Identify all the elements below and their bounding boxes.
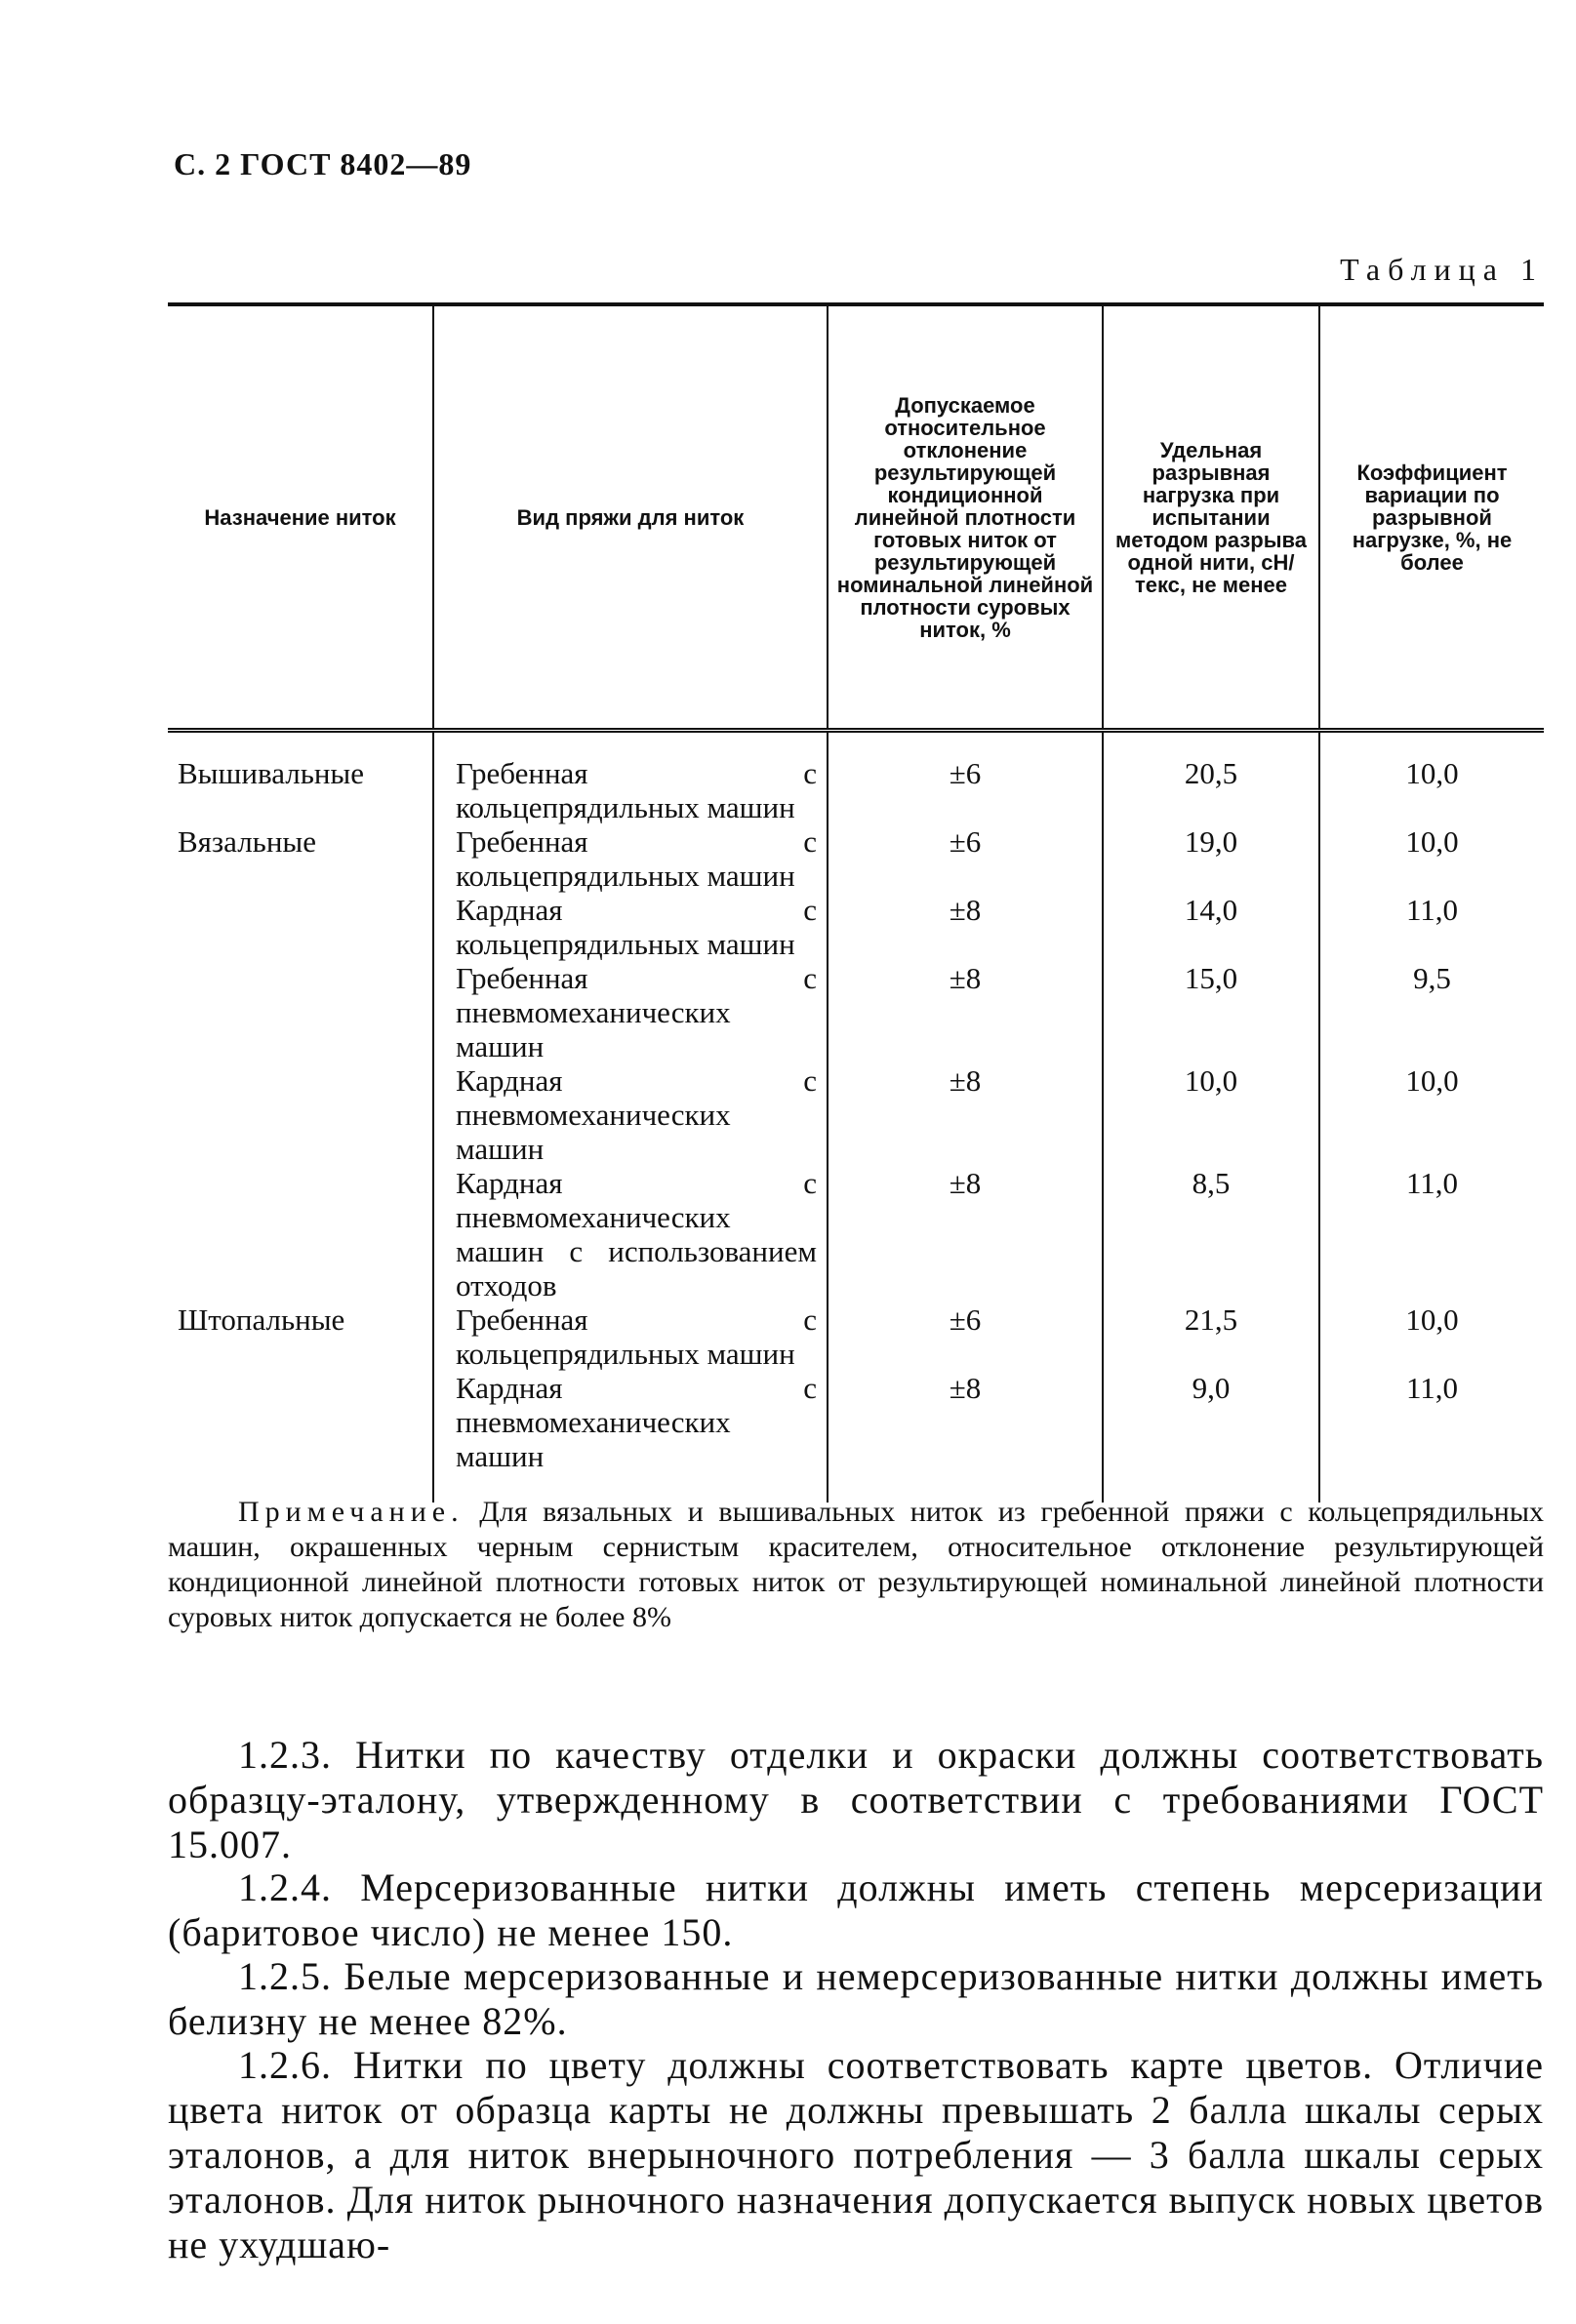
cell-variation: 10,0 (1319, 731, 1544, 825)
table-row (168, 961, 1544, 1063)
thread-properties-table (168, 302, 1544, 1503)
cell-purpose: Вышивальные (178, 756, 365, 790)
cell-yarn: Гребенная с кольцепрядильных машин (433, 1302, 828, 1371)
cell-breaking-load: 21,5 (1103, 1302, 1319, 1371)
table-caption: Таблица 1 (1340, 252, 1544, 287)
cell-purpose (168, 1166, 433, 1302)
cell-deviation: ±8 (828, 961, 1103, 1063)
table-row (168, 1063, 1544, 1166)
paragraph-1-2-6: 1.2.6. Нитки по цвету должны соответствовать карте цветов. Отличие цвета ниток от образца карты не должны превышать 2 балла шкалы серых эталонов, а для ниток внерыночного потребления — 3 балла шкалы серых эталонов. Для ниток рыночного назначения допускается выпуск новых цветов не ухудшаю- (168, 2043, 1544, 2266)
cell-yarn: Кардная с пневмомеханических машин с использованием отходов (433, 1166, 828, 1302)
table-note (168, 1495, 1544, 1635)
cell-deviation: ±8 (828, 893, 1103, 961)
table-header-row (168, 304, 1544, 731)
column-header-deviation: Допускаемое относительное отклонение результирующей кондиционной линейной плотности готовых ниток от результирующей номинальной линейной плотности суровых ниток, % (828, 304, 1103, 731)
cell-yarn: Гребенная с кольцепрядильных машин (433, 824, 828, 893)
cell-deviation: ±8 (828, 1371, 1103, 1503)
cell-purpose (168, 1371, 433, 1503)
cell-breaking-load: 15,0 (1103, 961, 1319, 1063)
cell-yarn: Гребенная с кольцепрядильных машин (433, 731, 828, 825)
cell-deviation: ±6 (828, 1302, 1103, 1371)
cell-breaking-load: 20,5 (1103, 731, 1319, 825)
cell-yarn: Кардная с пневмомеханических машин (433, 1063, 828, 1166)
cell-variation: 11,0 (1319, 893, 1544, 961)
page-header: С. 2 ГОСТ 8402—89 (174, 146, 472, 181)
table-row (168, 893, 1544, 961)
paragraph-1-2-4: 1.2.4. Мерсеризованные нитки должны иметь степень мерсеризации (баритовое число) не менее 150. (168, 1865, 1544, 1954)
cell-deviation: ±8 (828, 1063, 1103, 1166)
paragraph-1-2-3: 1.2.3. Нитки по качеству отделки и окраски должны соответствовать образцу-эталону, утвержденному в соответствии с требованиями ГОСТ 15.007. (168, 1733, 1544, 1866)
cell-yarn: Кардная с пневмомеханических машин (433, 1371, 828, 1503)
cell-yarn: Гребенная с пневмомеханических машин (433, 961, 828, 1063)
cell-variation: 11,0 (1319, 1166, 1544, 1302)
cell-purpose: Штопальные (178, 1302, 345, 1337)
cell-deviation: ±8 (828, 1166, 1103, 1302)
table-row (168, 1166, 1544, 1302)
table-row (168, 1302, 1544, 1371)
cell-variation: 10,0 (1319, 1302, 1544, 1371)
cell-deviation: ±6 (828, 731, 1103, 825)
cell-purpose: Вязальные (178, 824, 316, 859)
cell-breaking-load: 9,0 (1103, 1371, 1319, 1503)
cell-variation: 11,0 (1319, 1371, 1544, 1503)
table-row (168, 824, 1544, 893)
cell-breaking-load: 14,0 (1103, 893, 1319, 961)
cell-breaking-load: 19,0 (1103, 824, 1319, 893)
cell-variation: 10,0 (1319, 824, 1544, 893)
note-label: Примечание. (238, 1496, 465, 1528)
cell-deviation: ±6 (828, 824, 1103, 893)
cell-breaking-load: 10,0 (1103, 1063, 1319, 1166)
cell-purpose (168, 1063, 433, 1166)
cell-variation: 10,0 (1319, 1063, 1544, 1166)
column-header-purpose: Назначение ниток (204, 504, 396, 530)
cell-yarn: Кардная с кольцепрядильных машин (433, 893, 828, 961)
table-row (168, 1371, 1544, 1503)
column-header-variation: Коэффициент вариации по разрывной нагрузке, %, не более (1319, 304, 1544, 731)
cell-purpose (168, 961, 433, 1063)
table-row (168, 731, 1544, 825)
cell-variation: 9,5 (1319, 961, 1544, 1063)
cell-breaking-load: 8,5 (1103, 1166, 1319, 1302)
column-header-yarn: Вид пряжи для ниток (433, 304, 828, 731)
paragraph-1-2-5: 1.2.5. Белые мерсеризованные и немерсеризованные нитки должны иметь белизну не менее 82%. (168, 1954, 1544, 2043)
column-header-breaking-load: Удельная разрывная нагрузка при испытании методом разрыва одной нити, сН/текс, не менее (1103, 304, 1319, 731)
note-text: Для вязальных и вышивальных ниток из гребенной пряжи с кольцепрядильных машин, окрашенных черным сернистым красителем, относительное отклонение результирующей кондиционной линейной плотности готовых ниток от результирующей номинальной линейной плотности суровых ниток допускается не более 8% (168, 1496, 1545, 1633)
cell-purpose (168, 893, 433, 961)
